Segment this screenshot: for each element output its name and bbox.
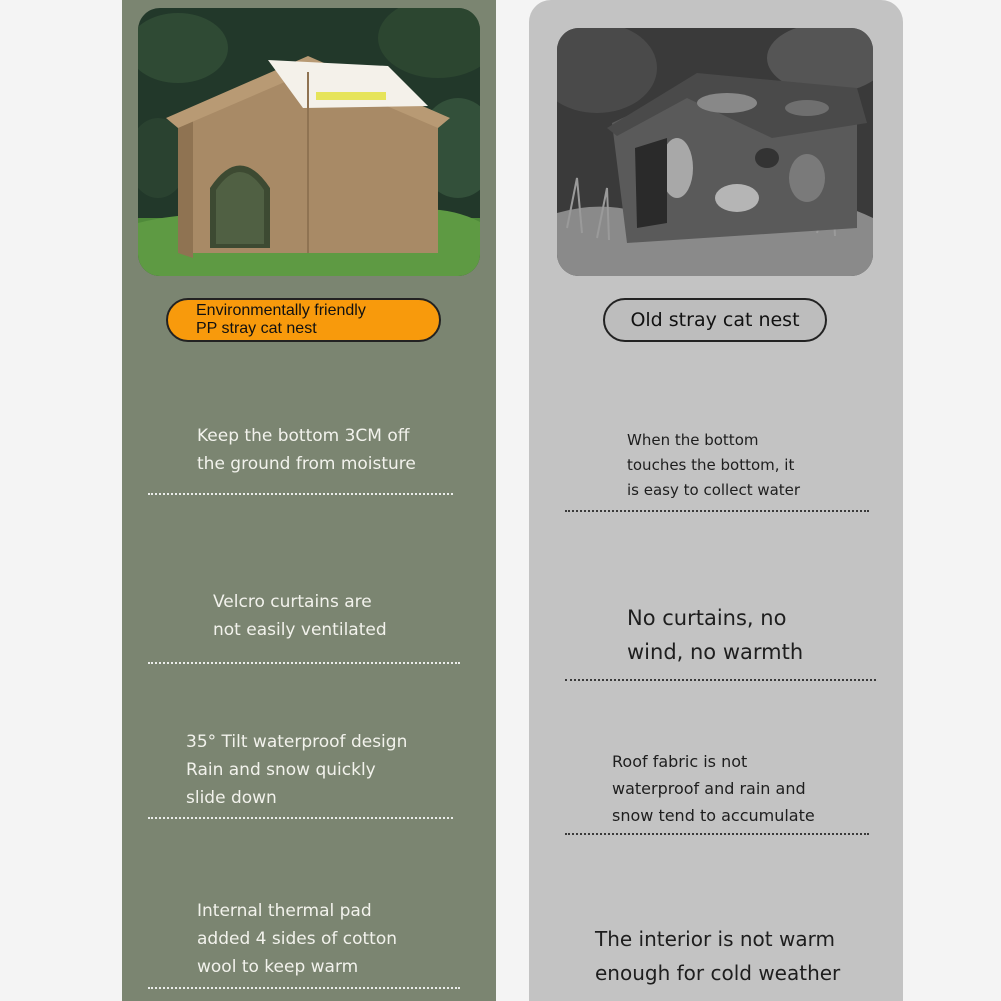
feature-not-warm: The interior is not warm enough for cold weather <box>595 927 841 985</box>
old-nest-label-text: Old stray cat nest <box>630 309 800 331</box>
old-nest-label <box>603 298 827 342</box>
feature-bottom-off-ground: Keep the bottom 3CM off the ground from moisture <box>197 426 416 474</box>
divider <box>565 833 869 835</box>
pp-nest-label-text: Environmentally friendly PP stray cat nest <box>196 302 366 337</box>
divider <box>148 817 453 819</box>
divider <box>565 510 869 512</box>
divider <box>565 679 876 681</box>
feature-thermal-pad: Internal thermal pad added 4 sides of cotton wool to keep warm <box>197 901 398 977</box>
divider <box>148 662 460 664</box>
feature-no-curtains: No curtains, no wind, no warmth <box>627 606 804 664</box>
pp-nest-column <box>122 0 496 1001</box>
feature-tilt-waterproof: 35° Tilt waterproof design Rain and snow quickly slide down <box>186 732 408 808</box>
feature-collects-water: When the bottom touches the bottom, it is easy to collect water <box>627 431 801 499</box>
pp-nest-label <box>166 298 441 342</box>
divider <box>148 987 460 989</box>
camo-cat-nest-photo <box>557 28 873 276</box>
feature-velcro-curtains: Velcro curtains are not easily ventilated <box>213 592 387 640</box>
divider <box>148 493 453 495</box>
cat-house-illustration <box>138 8 480 276</box>
cat-house-photo <box>138 8 480 276</box>
camo-cat-nest-illustration <box>557 28 873 276</box>
feature-roof-not-waterproof: Roof fabric is not waterproof and rain and snow tend to accumulate <box>612 752 815 825</box>
old-nest-column <box>529 0 903 1001</box>
